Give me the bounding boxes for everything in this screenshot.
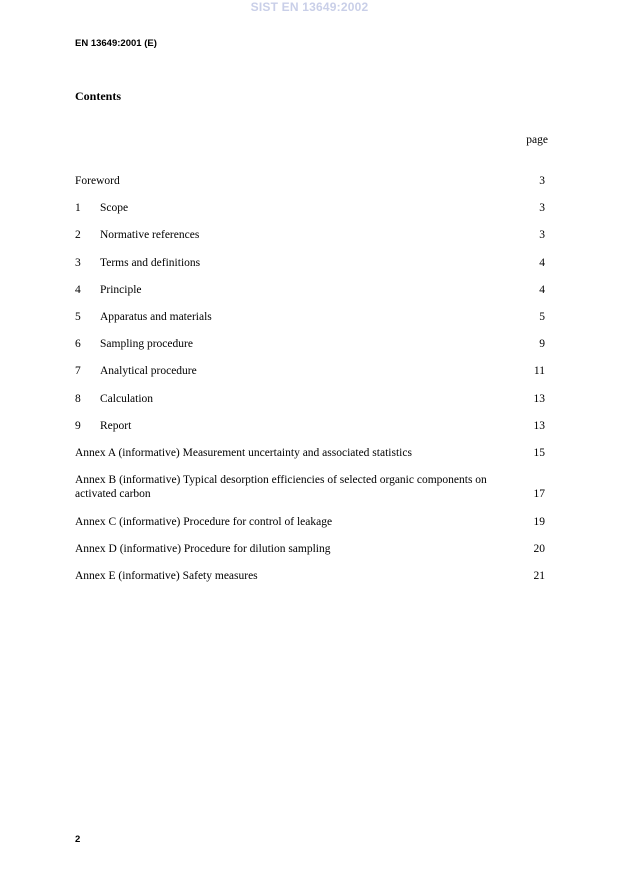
toc-entry-normative-references[interactable] — [75, 229, 545, 256]
toc-entry-annex-e[interactable] — [75, 570, 545, 597]
toc-entry-page: 20 — [533, 543, 545, 556]
toc-entry-title: Annex D (informative) Procedure for dilution sampling — [75, 543, 331, 556]
toc-entry-title: Sampling procedure — [100, 338, 193, 351]
toc-entry-page: 19 — [533, 516, 545, 529]
toc-entry-title: Normative references — [100, 229, 200, 242]
toc-entry-title: Foreword — [75, 175, 120, 187]
toc-entry-terms-definitions[interactable] — [75, 257, 545, 284]
page-column-label: page — [526, 134, 548, 146]
document-id: EN 13649:2001 (E) — [75, 38, 157, 49]
contents-heading: Contents — [75, 89, 122, 103]
toc-entry-title: Scope — [100, 202, 129, 215]
toc-entry-number: 5 — [75, 310, 81, 323]
toc-entry-apparatus[interactable] — [75, 311, 545, 338]
toc-entry-title: Apparatus and materials — [100, 310, 212, 323]
toc-entry-sampling-procedure[interactable] — [75, 338, 545, 365]
toc-entry-annex-a[interactable] — [75, 447, 545, 474]
toc-entry-page: 3 — [539, 202, 545, 215]
toc-entry-number: 1 — [75, 202, 81, 215]
toc-entry-title: Annex B (informative) Typical desorption efficiencies of selected organic components on activated carbon — [75, 474, 487, 500]
toc-entry-title: Principle — [100, 283, 142, 296]
table-of-contents — [75, 175, 545, 598]
toc-entry-page: 4 — [539, 256, 545, 269]
page-number: 2 — [75, 834, 81, 845]
toc-entry-number: 9 — [75, 419, 81, 432]
toc-entry-page: 17 — [533, 488, 545, 501]
toc-entry-page: 3 — [539, 175, 545, 187]
toc-entry-title: Annex C (informative) Procedure for control of leakage — [75, 516, 333, 529]
toc-entry-page: 4 — [539, 283, 545, 296]
toc-entry-title: Annex A (informative) Measurement uncertainty and associated statistics — [75, 446, 412, 459]
toc-entry-page: 3 — [539, 229, 545, 242]
toc-entry-page: 13 — [533, 419, 545, 432]
toc-entry-number: 8 — [75, 392, 81, 405]
toc-entry-calculation[interactable] — [75, 393, 545, 420]
toc-entry-annex-d[interactable] — [75, 543, 545, 570]
toc-entry-number: 7 — [75, 365, 81, 378]
toc-entry-number: 6 — [75, 338, 81, 351]
toc-entry-report[interactable] — [75, 420, 545, 447]
toc-entry-analytical-procedure[interactable] — [75, 365, 545, 392]
toc-entry-scope[interactable] — [75, 202, 545, 229]
toc-entry-number: 3 — [75, 256, 81, 269]
toc-entry-page: 15 — [533, 446, 545, 459]
toc-entry-page: 9 — [539, 338, 545, 351]
toc-entry-title: Annex E (informative) Safety measures — [75, 570, 258, 583]
toc-entry-title: Analytical procedure — [100, 365, 197, 378]
toc-entry-page: 11 — [533, 365, 545, 378]
toc-entry-foreword[interactable] — [75, 175, 545, 202]
toc-entry-title: Report — [100, 419, 132, 432]
watermark: SIST EN 13649:2002 — [250, 0, 369, 14]
toc-entry-page: 13 — [533, 392, 545, 405]
toc-entry-annex-c[interactable] — [75, 516, 545, 543]
toc-entry-title: Terms and definitions — [100, 256, 201, 269]
toc-entry-principle[interactable] — [75, 284, 545, 311]
toc-entry-annex-b[interactable] — [75, 474, 545, 516]
toc-entry-page: 5 — [539, 310, 545, 323]
toc-entry-page: 21 — [533, 570, 545, 583]
toc-entry-number: 4 — [75, 283, 81, 296]
toc-entry-number: 2 — [75, 229, 81, 242]
toc-entry-title: Calculation — [100, 392, 154, 405]
